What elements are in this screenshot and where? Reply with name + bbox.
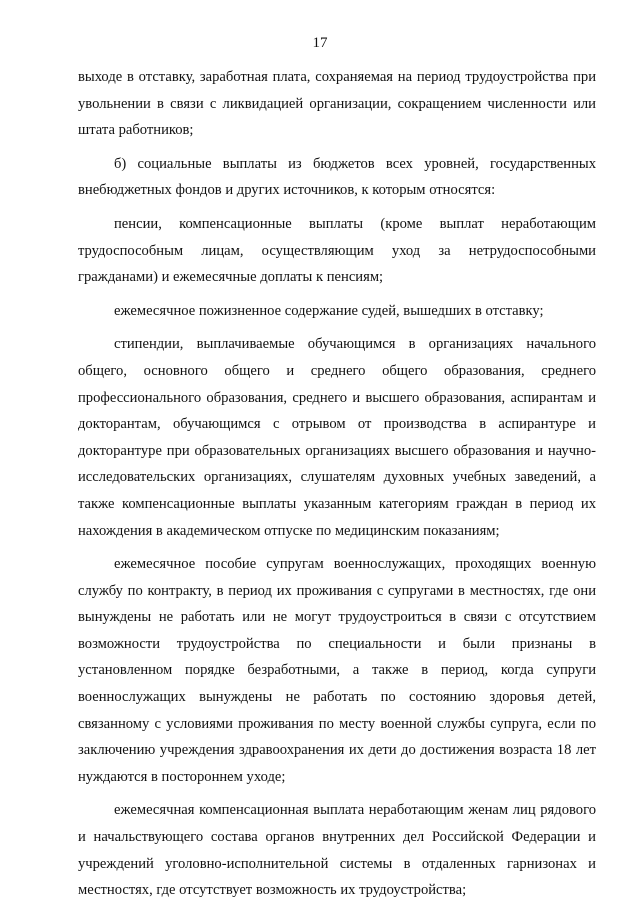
page-number: 17 <box>312 35 328 51</box>
paragraph-compensation-wives: ежемесячная компенсационная выплата неработающим женам лиц рядового и начальствующего состава органов внутренних дел Российской Федерации и учреждений уголовно-исполнительной системы в отдаленных гарнизонах и местностях, где отсутствует возможность их трудоустройства; <box>78 802 596 899</box>
paragraph-social-payments: б) социальные выплаты из бюджетов всех уровней, государственных внебюджетных фондов и других источников, к которым относятся: <box>78 155 596 199</box>
paragraph-pensions: пенсии, компенсационные выплаты (кроме выплат неработающим трудоспособным лицам, осуществляющим уход за нетрудоспособными гражданами) и ежемесячные доплаты к пенсиям; <box>78 215 596 286</box>
paragraph-scholarships: стипендии, выплачиваемые обучающимся в организациях начального общего, основного общего и среднего общего образования, среднего профессионального образования, среднего и высшего образования, аспирантам и докторантам, обучающимся с отрывом от производства в аспирантуре и докторантуре при образовательных организациях высшего образования и научно-исследовательских организациях, слушателям духовных учебных заведений, а также компенсационные выплаты указанным категориям граждан в период их нахождения в академическом отпуске по медицинским показаниям; <box>78 336 596 539</box>
paragraph-judges: ежемесячное пожизненное содержание судей, вышедших в отставку; <box>114 302 544 319</box>
paragraph-continuation: выходе в отставку, заработная плата, сохраняемая на период трудоустройства при увольнении в связи с ликвидацией организации, сокращением численности или штата работников; <box>78 69 596 139</box>
document-body <box>78 64 596 904</box>
paragraph-spouse-allowance: ежемесячное пособие супругам военнослужащих, проходящих военную службу по контракту, в период их проживания с супругами в местностях, где они вынуждены не работать или не могут трудоустроиться в связи с отсутствием возможности трудоустройства по специальности и были признаны в установленном порядке безработными, а также в период, когда супруги военнослужащих вынуждены не работать по состоянию здоровья детей, связанному с условиями проживания по месту военной службы супруга, если по заключению учреждения здравоохранения их дети до достижения возраста 18 лет нуждаются в постороннем уходе; <box>78 556 596 785</box>
